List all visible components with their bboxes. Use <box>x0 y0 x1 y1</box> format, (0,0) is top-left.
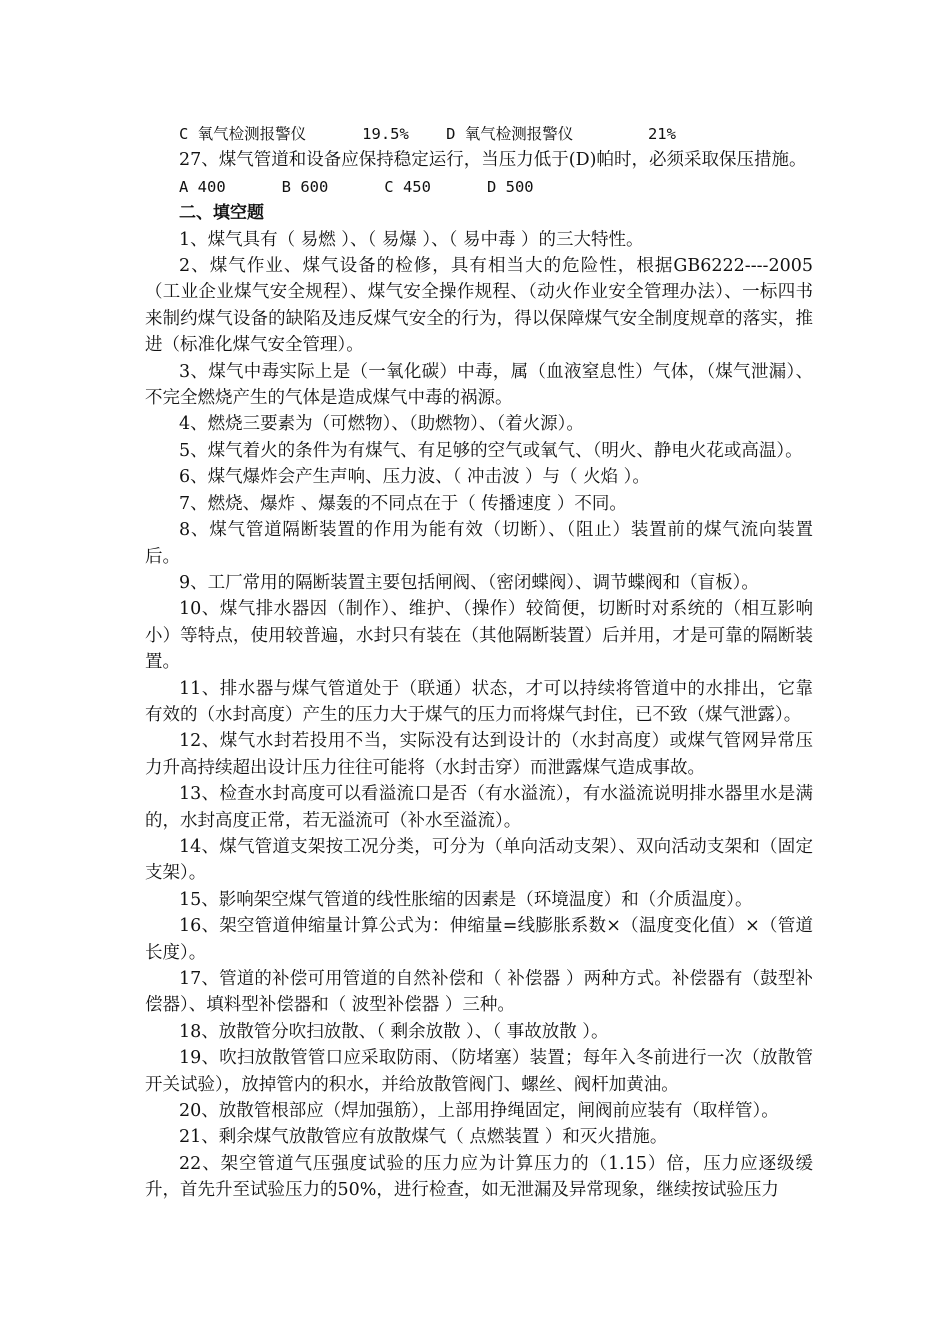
document-body <box>145 121 813 1204</box>
item-21: 21、剩余煤气放散管应有放散煤气（ 点燃装置 ）和灭火措施。 <box>179 1127 668 1148</box>
item-11: 11、排水器与煤气管道处于（联通）状态，才可以持续将管道中的水排出，它靠有效的（水封高度）产生的压力大于煤气的压力而将煤气封住，已不致（煤气泄露）。 <box>145 678 813 725</box>
item-1: 1、煤气具有（ 易燃 ）、（ 易爆 ）、（ 易中毒 ）的三大特性。 <box>179 229 644 250</box>
item-4: 4、燃烧三要素为（可燃物）、（助燃物）、（着火源）。 <box>179 414 584 435</box>
item-20: 20、放散管根部应（焊加强筋），上部用挣绳固定，闸阀前应装有（取样管）。 <box>179 1101 779 1122</box>
question-27: 27、煤气管道和设备应保持稳定运行，当压力低于(D)帕时，必须采取保压措施。 <box>179 150 807 171</box>
item-13: 13、检查水封高度可以看溢流口是否（有水溢流），有水溢流说明排水器里水是满的，水封高度正常，若无溢流可（补水至溢流）。 <box>145 784 813 831</box>
item-3: 3、煤气中毒实际上是（一氧化碳）中毒，属（血液窒息性）气体，（煤气泄漏）、不完全燃烧产生的气体是造成煤气中毒的祸源。 <box>145 361 813 409</box>
item-18: 18、放散管分吹扫放散、（ 剩余放散 ）、（ 事故放散 ）。 <box>179 1021 609 1042</box>
item-7: 7、燃烧、爆炸 、爆轰的不同点在于（ 传播速度 ）不同。 <box>179 493 627 514</box>
item-10: 10、煤气排水器因（制作）、维护、（操作）较简便，切断时对系统的（相互影响小）等特点，使用较普遍，水封只有装在（其他隔断装置）后并用，才是可靠的隔断装置。 <box>145 599 813 673</box>
item-22: 22、架空管道气压强度试验的压力应为计算压力的（1.15）倍，压力应逐级缓升，首先升至试验压力的50%，进行检查，如无泄漏及异常现象，继续按试验压力 <box>145 1153 813 1201</box>
question-27-options: A 400 B 600 C 450 D 500 <box>179 177 534 196</box>
item-12: 12、煤气水封若投用不当，实际没有达到设计的（水封高度）或煤气管网异常压力升高持续超出设计压力往往可能将（水封击穿）而泄露煤气造成事故。 <box>145 731 813 778</box>
item-17: 17、管道的补偿可用管道的自然补偿和（ 补偿器 ）两种方式。补偿器有（鼓型补偿器）、填料型补偿器和（ 波型补偿器 ）三种。 <box>145 969 813 1016</box>
item-16: 16、架空管道伸缩量计算公式为：伸缩量=线膨胀系数×（温度变化值）×（管道长度）。 <box>145 916 813 963</box>
item-8: 8、煤气管道隔断装置的作用为能有效（切断）、（阻止）装置前的煤气流向装置后。 <box>145 520 813 567</box>
item-5: 5、煤气着火的条件为有煤气、有足够的空气或氧气、（明火、静电火花或高温）。 <box>179 440 803 461</box>
item-19: 19、吹扫放散管管口应采取防雨、（防堵塞）装置；每年入冬前进行一次（放散管开关试验），放掉管内的积水，并给放散管阀门、螺丝、阀杆加黄油。 <box>145 1048 813 1095</box>
item-6: 6、煤气爆炸会产生声响、压力波、（ 冲击波 ）与（ 火焰 ）。 <box>179 467 650 488</box>
item-14: 14、煤气管道支架按工况分类，可分为（单向活动支架）、双向活动支架和（固定支架）。 <box>145 836 813 884</box>
question-26-options: C 氧气检测报警仪 19.5% D 氧气检测报警仪 21% <box>179 125 676 143</box>
item-2: 2、煤气作业、煤气设备的检修，具有相当大的危险性，根据GB6222----2005（工业企业煤气安全规程）、煤气安全操作规程、（动火作业安全管理办法）、一标四书来制约煤气设备的缺陷及违反煤气安全的行为，得以保障煤气安全制度规章的落实，推进（标准化煤气安全管理）。 <box>145 256 813 356</box>
item-9: 9、工厂常用的隔断装置主要包括闸阀、（密闭蝶阀）、调节蝶阀和（盲板）。 <box>179 572 759 593</box>
item-15: 15、影响架空煤气管道的线性胀缩的因素是（环境温度）和（介质温度）。 <box>179 889 753 910</box>
section-heading-fill-in: 二、填空题 <box>179 203 264 224</box>
